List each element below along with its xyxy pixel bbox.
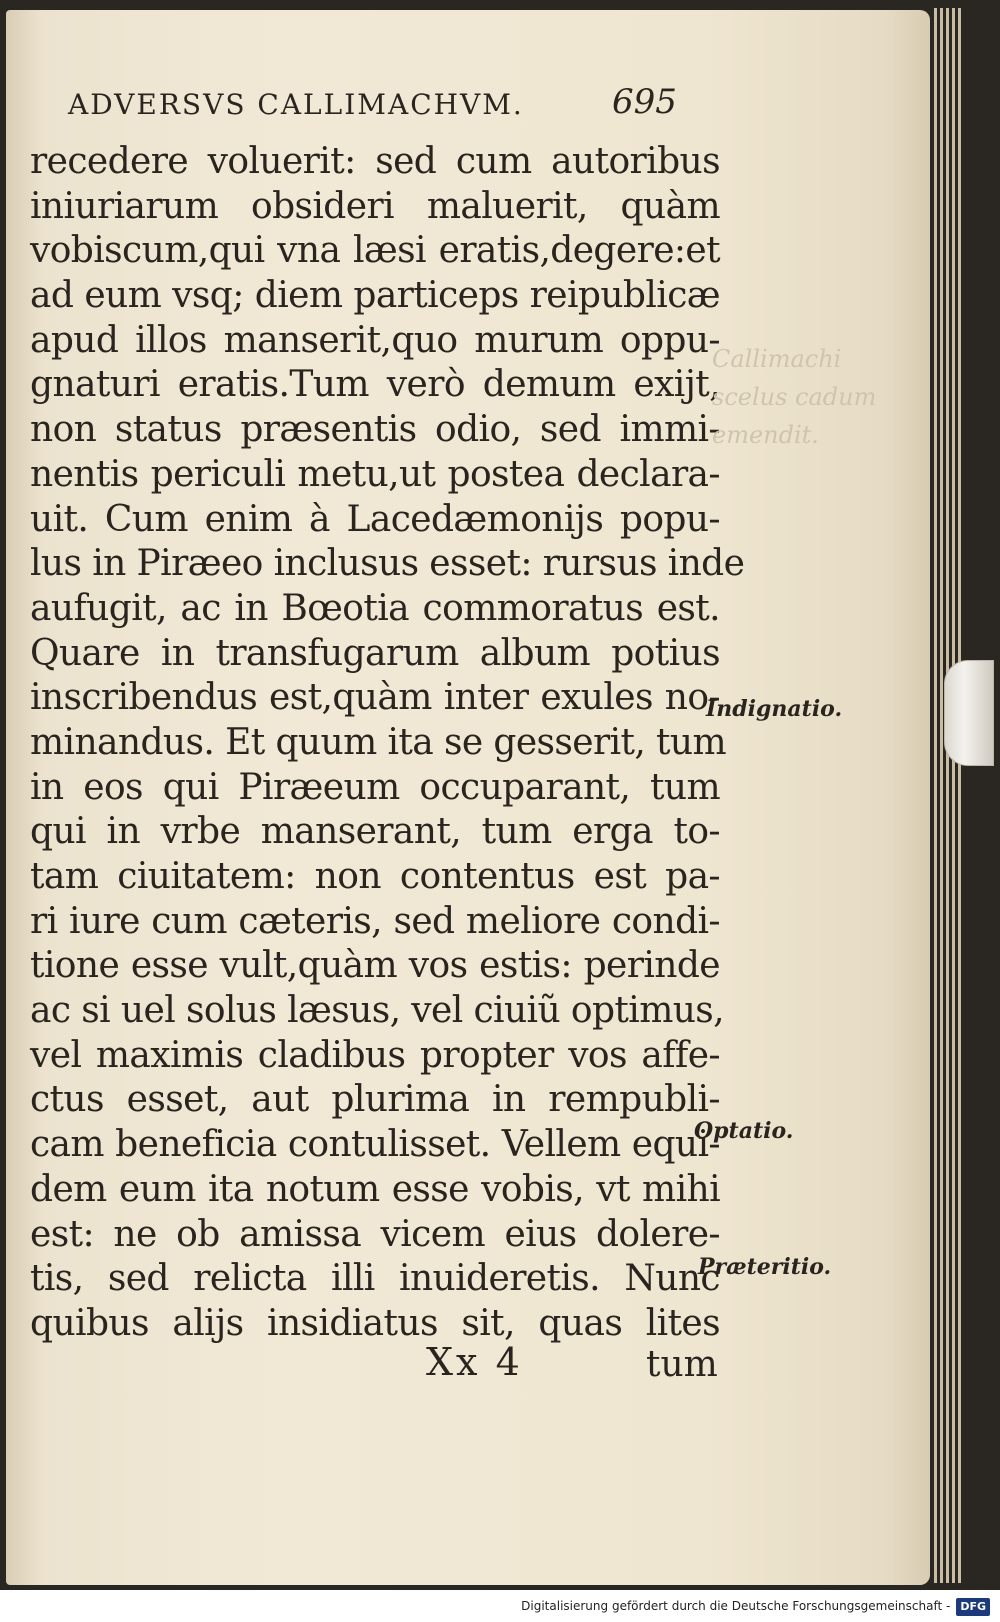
dfg-logo: DFG: [956, 1598, 990, 1616]
catchword: tum: [646, 1344, 718, 1385]
text-line: iniuriarum obsideri maluerit, quàm: [30, 185, 720, 227]
show-through-line: scelus cadum: [712, 383, 877, 411]
text-line: ad eum vsq; diem particeps reipublicæ: [30, 275, 720, 317]
show-through-line: Callimachi: [712, 345, 842, 373]
page-edge: [958, 8, 961, 1583]
text-line: quibus alijs insidiatus sit, quas lites: [30, 1302, 720, 1344]
text-line: tione esse vult,quàm vos estis: perinde: [30, 945, 720, 987]
text-line: inscribendus est,quàm inter exules no-: [30, 677, 720, 719]
text-line: nentis periculi metu,ut postea declara-: [30, 453, 720, 495]
text-line: est: ne ob amissa vicem eius dolere-: [30, 1213, 720, 1255]
page-edge: [934, 8, 937, 1583]
page-edge: [946, 8, 949, 1583]
page-edge: [940, 8, 943, 1583]
text-line: tis, sed relicta illi inuideretis. Nunc: [30, 1258, 720, 1300]
text-line: vel maximis cladibus propter vos affe-: [30, 1034, 720, 1076]
text-line: lus in Piræeo inclusus esset: rursus inde: [30, 543, 745, 585]
text-line: aufugit, ac in Bœotia commoratus est.: [30, 587, 720, 629]
running-title: ADVERSVS CALLIMACHVM.: [68, 88, 524, 121]
page-edge: [952, 8, 955, 1583]
marginal-note-optatio: Optatio.: [694, 1118, 794, 1144]
text-line: minandus. Et quum ita se gesserit, tum: [30, 721, 727, 763]
footer-bar: [0, 1590, 1000, 1622]
book-clip: [944, 660, 994, 766]
text-line: vobiscum,qui vna læsi eratis,degere:et: [30, 230, 720, 272]
text-line: non status præsentis odio, sed immi-: [30, 409, 720, 451]
text-line: recedere voluerit: sed cum autoribus: [30, 141, 720, 182]
text-line: dem eum ita notum esse vobis, vt mihi: [30, 1168, 720, 1210]
page-number: 695: [612, 82, 677, 122]
text-line: qui in vrbe manserant, tum erga to-: [30, 811, 720, 853]
book-page: [6, 10, 930, 1585]
text-line: Quare in transfugarum album potius: [30, 632, 720, 674]
show-through-line: emendit.: [712, 421, 819, 449]
marginal-note-indignatio: Indignatio.: [706, 696, 843, 722]
text-line: uit. Cum enim à Lacedæmonijs popu-: [30, 498, 720, 540]
text-line: gnaturi eratis.Tum verò demum exijt,: [30, 364, 720, 406]
signature-mark: Xx 4: [426, 1340, 523, 1384]
text-line: tam ciuitatem: non contentus est pa-: [30, 856, 720, 897]
text-line: ac si uel solus læsus, vel ciuiũ optimus,: [30, 990, 725, 1032]
text-line: ctus esset, aut plurima in rempubli-: [30, 1079, 720, 1121]
text-line: in eos qui Piræeum occuparant, tum: [30, 766, 720, 808]
marginal-note-praeteritio: Præteritio.: [698, 1254, 832, 1280]
text-line: ri iure cum cæteris, sed meliore condi-: [30, 900, 720, 942]
funding-credit: Digitalisierung gefördert durch die Deutsche Forschungsgemeinschaft -: [521, 1599, 951, 1613]
text-line: apud illos manserit,quo murum oppu-: [30, 319, 720, 361]
text-line: cam beneficia contulisset. Vellem equi-: [30, 1124, 720, 1166]
show-through-text: [712, 340, 876, 454]
